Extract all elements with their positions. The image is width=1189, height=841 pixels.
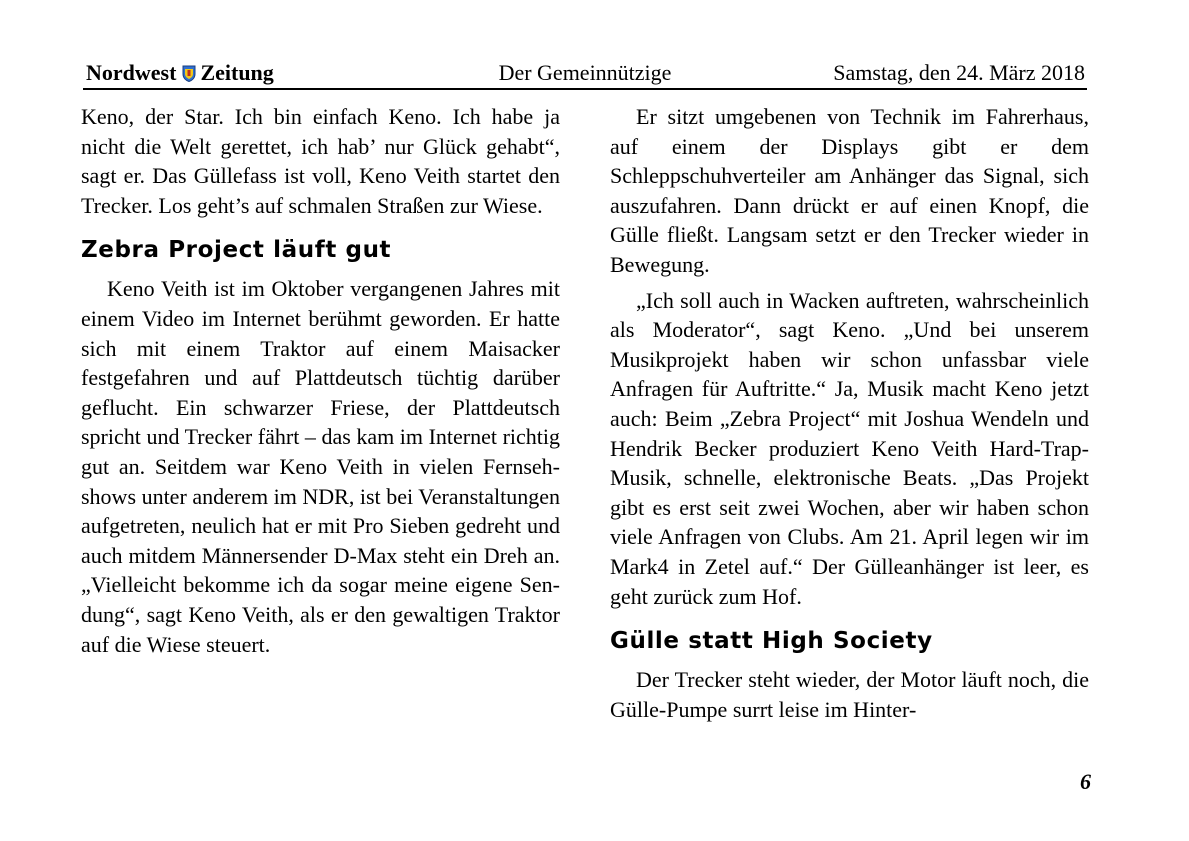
section-heading: Gülle statt High Society <box>610 628 933 655</box>
section-title: Der Gemeinnützige <box>498 60 672 85</box>
right-column <box>610 102 1089 724</box>
publication-name-part2: Zeitung <box>200 60 274 85</box>
article-paragraph: Er sitzt umgebenen von Technik im Fahrerhaus, auf einem der Displays gibt er dem Schleppschuhverteiler am Anhänger das Signal, sich auszufahren. Dann drückt er auf einen Knopf, die Gülle fließt. Langsam setzt er den Trecker wieder in Bewegung. <box>610 104 1089 277</box>
issue-date: Samstag, den 24. März 2018 <box>833 60 1085 85</box>
article-paragraph: „Ich soll auch in Wacken auftreten, wahrscheinlich als Moderator“, sagt Keno. „Und bei unserem Musikprojekt haben wir schon unfassbar viele Anfragen für Auftritte.“ Ja, Musik macht Keno jetzt auch: Beim „Zebra Project“ mit Joshua Wendeln und Hendrik Becker produziert Keno Veith Hard-Trap-Musik, schnelle, elektronische Beats. „Das Projekt gibt es erst seit zwei Wochen, aber wir haben schon viele Anfragen von Clubs. Am 21. April legen wir im Mark4 in Zetel auf.“ Der Gülleanhänger ist leer, es geht zurück zum Hof. <box>610 287 1089 609</box>
article-paragraph: Der Trecker steht wieder, der Motor läuft noch, die Gülle-Pumpe surrt leise im Hinter- <box>610 667 1089 722</box>
section-heading: Zebra Project läuft gut <box>81 237 392 264</box>
page-number: 6 <box>1080 769 1091 794</box>
page-header <box>83 58 1087 90</box>
article-paragraph: Keno, der Star. Ich bin einfach Keno. Ich habe ja nicht die Welt gerettet, ich hab’ nur Glück gehabt“, sagt er. Das Güllefass ist voll, Keno Veith startet den Trecker. Los geht’s auf schmalen Straßen zur Wiese. <box>81 104 560 218</box>
publication-name-part1: Nordwest <box>86 60 177 85</box>
left-column <box>81 102 560 659</box>
article-paragraph: Keno Veith ist im Oktober vergangenen Jahres mit einem Video im Internet berühmt geworden. Er hatte sich mit einem Traktor auf einem Maisacker festgefahren und auf Plattdeutsch tüchtig darüber geflucht. Ein schwarzer Friese, der Plattdeutsch spricht und Trecker fährt – das kam im Internet richtig gut an. Seitdem war Keno Veith in vielen Fernsehshows unter anderem im NDR, ist bei Veranstaltungen aufgetreten, neulich hat er mit Pro Sieben gedreht und auch mitdem Männersender D-Max steht ein Dreh an. „Vielleicht bekomme ich da sogar meine eigene Sendung“, sagt Keno Veith, als er den gewaltigen Traktor auf die Wiese steuert. <box>81 276 560 657</box>
